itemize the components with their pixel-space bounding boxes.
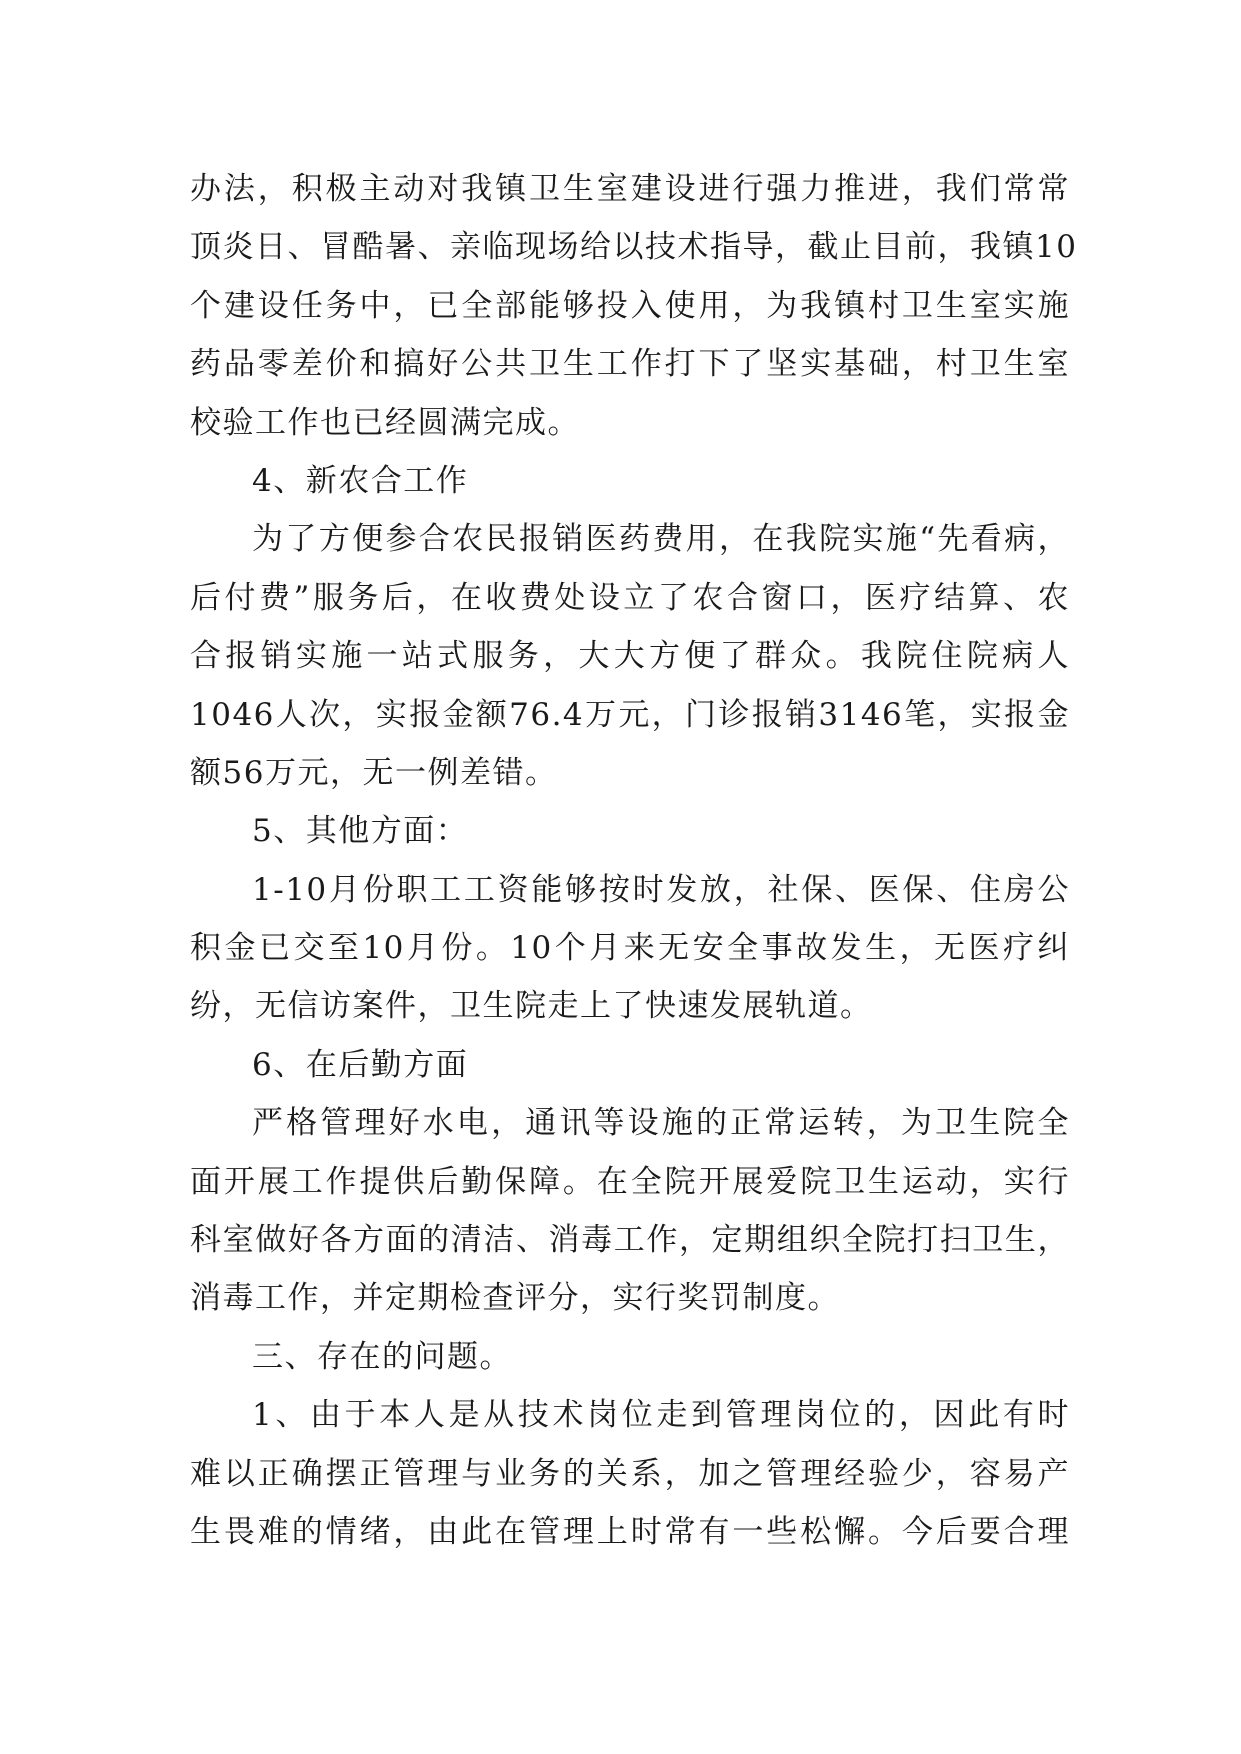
text-line: 科室做好各方面的清洁、消毒工作，定期组织全院打扫卫生， xyxy=(190,1222,1070,1259)
text-line: 纷，无信访案件，卫生院走上了快速发展轨道。 xyxy=(190,988,873,1025)
text-line: 合报销实施一站式服务，大大方便了群众。我院住院病人 xyxy=(190,638,1070,675)
text-line: 难以正确摆正管理与业务的关系，加之管理经验少，容易产 xyxy=(190,1455,1070,1492)
text-line: 个建设任务中，已全部能够投入使用，为我镇村卫生室实施 xyxy=(190,287,1070,324)
text-line: 办法，积极主动对我镇卫生室建设进行强力推进，我们常常 xyxy=(190,171,1070,207)
text-line: 5、其他方面： xyxy=(252,813,469,850)
text-line: 为了方便参合农民报销医药费用，在我院实施“先看病， xyxy=(252,521,1070,558)
text-line: 1-10月份职工工资能够按时发放，社保、医保、住房公 xyxy=(252,871,1070,908)
text-line: 后付费”服务后，在收费处设立了农合窗口，医疗结算、农 xyxy=(190,579,1070,616)
text-line: 药品零差价和搞好公共卫生工作打下了坚实基础，村卫生室 xyxy=(190,346,1070,383)
text-line: 额56万元，无一例差错。 xyxy=(190,754,558,791)
text-line: 校验工作也已经圆满完成。 xyxy=(190,404,580,441)
text-line: 面开展工作提供后勤保障。在全院开展爱院卫生运动，实行 xyxy=(190,1163,1070,1200)
document-body xyxy=(190,160,1078,1561)
text-line: 1、由于本人是从技术岗位走到管理岗位的，因此有时 xyxy=(252,1397,1070,1434)
text-line: 生畏难的情绪，由此在管理上时常有一些松懈。今后要合理 xyxy=(190,1513,1070,1550)
text-line: 顶炎日、冒酷暑、亲临现场给以技术指导，截止目前，我镇10 xyxy=(190,229,1078,266)
text-line: 消毒工作，并定期检查评分，实行奖罚制度。 xyxy=(190,1280,840,1317)
text-line: 4、新农合工作 xyxy=(252,462,469,499)
text-line: 6、在后勤方面 xyxy=(252,1046,469,1083)
text-line: 严格管理好水电，通讯等设施的正常运转，为卫生院全 xyxy=(252,1105,1070,1142)
text-line: 积金已交至10月份。10个月来无安全事故发生，无医疗纠 xyxy=(190,930,1070,967)
text-line: 1046人次，实报金额76.4万元，门诊报销3146笔，实报金 xyxy=(190,696,1070,733)
text-line: 三、存在的问题。 xyxy=(252,1338,512,1375)
